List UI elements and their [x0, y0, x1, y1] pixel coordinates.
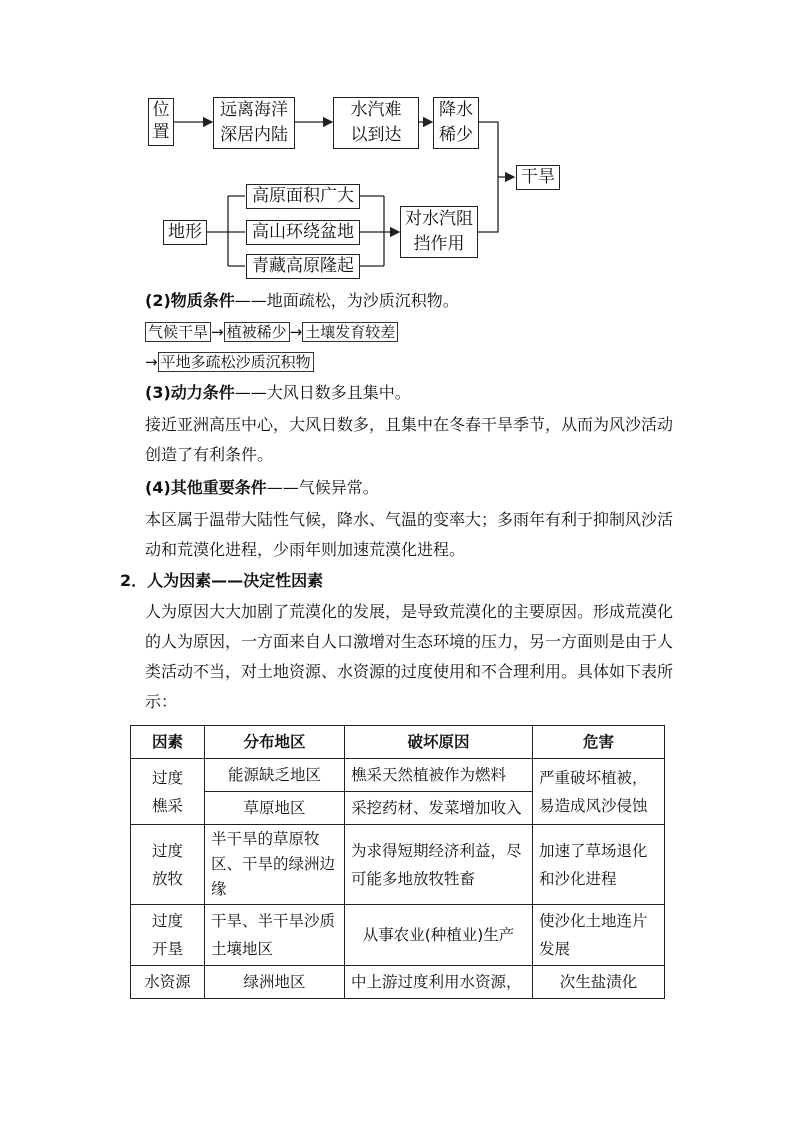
dynamic-para: 接近亚洲高压中心，大风日数多，且集中在冬春干旱季节，从而为风沙活动创造了有利条件。	[145, 415, 674, 464]
cell-factor: 过度 开垦	[131, 905, 205, 966]
cell-harm: 使沙化土地连片发展	[533, 905, 665, 966]
cell-area: 能源缺乏地区	[205, 759, 345, 792]
cell-cause: 中上游过度利用水资源，	[345, 966, 533, 999]
cell-cause: 樵采天然植被作为燃料	[345, 759, 533, 792]
other-para: 本区属于温带大陆性气候，降水、气温的变率大；多雨年有利于抑制风沙活动和荒漠化进程，少雨年则加速荒漠化进程。	[145, 510, 674, 559]
other-line	[145, 477, 379, 499]
box-vapor-hard: 水汽难 以到达	[333, 97, 419, 149]
box-mountain-basin: 高山环绕盆地	[246, 220, 360, 245]
cell-harm: 严重破坏植被，易造成风沙侵蚀	[533, 759, 665, 825]
chain-sediment: 平地多疏松沙质沉积物	[158, 352, 314, 372]
box-drought: 干旱	[516, 165, 560, 190]
box-block-vapor: 对水汽阻 挡作用	[400, 206, 478, 258]
human-factor-table	[130, 725, 665, 999]
chain-vegetation: 植被稀少	[224, 322, 290, 342]
cell-area: 草原地区	[205, 792, 345, 825]
material-chain-2: → 平地多疏松沙质沉积物	[145, 352, 314, 372]
cell-factor: 水资源	[131, 966, 205, 999]
th-factor: 因素	[131, 726, 205, 759]
dynamic-label: (3)动力条件	[145, 383, 235, 402]
cell-cause: 从事农业(种植业)生产	[345, 905, 533, 966]
chain-climate: 气候干旱	[145, 322, 211, 342]
cell-area: 干旱、半干旱沙质土壤地区	[205, 905, 345, 966]
cell-cause: 采挖药材、发菜增加收入	[345, 792, 533, 825]
th-harm: 危害	[533, 726, 665, 759]
cell-factor: 过度 放牧	[131, 825, 205, 905]
box-location: 位 置	[148, 98, 174, 146]
material-label: (2)物质条件	[145, 291, 235, 310]
cell-factor: 过度 樵采	[131, 759, 205, 825]
th-area: 分布地区	[205, 726, 345, 759]
table-row	[131, 966, 665, 999]
material-text: ——地面疏松，为沙质沉积物。	[234, 291, 459, 310]
chain-soil: 土壤发育较差	[302, 322, 398, 342]
box-less-rain: 降水 稀少	[433, 97, 479, 149]
table-row	[131, 759, 665, 792]
human-para: 人为原因大大加剧了荒漠化的发展，是导致荒漠化的主要原因。形成荒漠化的人为原因，一方面来自人口激增对生态环境的压力，另一方面则是由于人类活动不当，对土地资源、水资源的过度使用和不合理利用。具体如下表所示：	[145, 602, 674, 711]
cell-area: 绿洲地区	[205, 966, 345, 999]
th-cause: 破坏原因	[345, 726, 533, 759]
material-line	[145, 290, 459, 312]
material-chain-1: 气候干旱 → 植被稀少 → 土壤发育较差	[145, 322, 398, 342]
box-terrain: 地形	[163, 220, 207, 245]
box-tibet: 青藏高原隆起	[246, 254, 360, 279]
cell-harm: 次生盐渍化	[533, 966, 665, 999]
dynamic-text: ——大风日数多且集中。	[234, 383, 411, 402]
box-plateau-area: 高原面积广大	[246, 184, 360, 209]
table-row	[131, 825, 665, 905]
other-label: (4)其他重要条件	[145, 478, 267, 497]
dynamic-line	[145, 382, 411, 404]
human-heading: 2．人为因素——决定性因素	[120, 571, 324, 590]
other-text: ——气候异常。	[266, 478, 379, 497]
table-row	[131, 905, 665, 966]
table-header-row	[131, 726, 665, 759]
box-far-sea: 远离海洋 深居内陆	[213, 97, 295, 149]
cell-cause: 为求得短期经济利益，尽可能多地放牧牲畜	[345, 825, 533, 905]
cell-area: 半干旱的草原牧区、干旱的绿洲边缘	[205, 825, 345, 905]
cell-harm: 加速了草场退化和沙化进程	[533, 825, 665, 905]
flow-connectors	[0, 0, 794, 300]
